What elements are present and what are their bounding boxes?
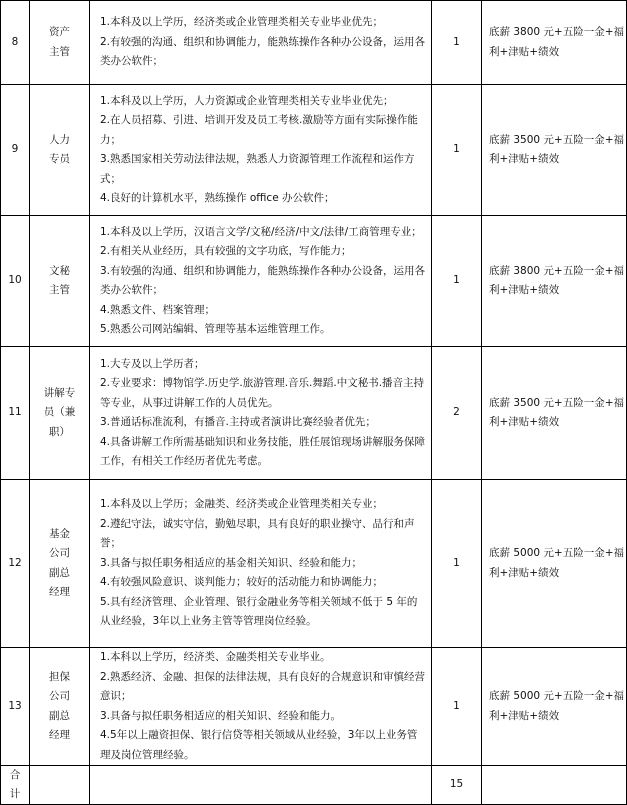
salary-cell: 底薪 5000 元+五险一金+福利+津贴+绩效	[482, 480, 627, 648]
requirement-item: 1.本科及以上学历，汉语言文学/文秘/经济/中文/法律/工商管理专业；	[100, 225, 422, 238]
total-headcount: 15	[432, 766, 482, 805]
row-number: 11	[1, 347, 30, 480]
total-row	[1, 766, 627, 805]
requirement-item: 3.普通话标准流利，有播音.主持或者演讲比赛经验者优先；	[100, 416, 376, 428]
total-label-cell	[1, 766, 30, 805]
headcount-cell: 1	[432, 1, 482, 85]
requirement-item: 4.有较强风险意识、谈判能力；较好的活动能力和协调能力；	[100, 576, 384, 589]
requirement-item: 1.本科以上学历，经济类、金融类相关专业毕业。	[100, 651, 331, 663]
row-number: 10	[1, 216, 30, 347]
salary-cell: 底薪 3500 元+五险一金+福利+津贴+绩效	[482, 347, 627, 480]
salary-cell: 底薪 3500 元+五险一金+福利+津贴+绩效	[482, 85, 627, 216]
headcount-cell: 1	[432, 216, 482, 347]
position-line: 担保	[49, 670, 70, 683]
table-row	[1, 480, 627, 648]
position-line: 主管	[49, 284, 70, 296]
position-cell	[30, 347, 90, 480]
requirement-item: 2.有较强的沟通、组织和协调能力，能熟练操作各种办公设备，运用各类办公软件；	[100, 35, 426, 68]
position-cell	[30, 216, 90, 347]
row-number: 8	[1, 1, 30, 85]
requirement-item: 1.大专及以上学历者；	[100, 357, 205, 370]
requirement-item: 5.具有经济管理、企业管理、银行金融业务等相关领域不低于 5 年的从业经验，3年以上业务主管等管理岗位经验。	[100, 595, 418, 628]
position-line: 主管	[49, 45, 70, 58]
position-line: 专员	[49, 153, 70, 165]
table-row	[1, 216, 627, 347]
position-line: 讲解专	[43, 386, 76, 399]
salary-cell: 底薪 3800 元+五险一金+福利+津贴+绩效	[482, 216, 627, 347]
headcount-cell: 1	[432, 480, 482, 648]
empty-cell	[90, 766, 432, 805]
requirement-item: 1.本科及以上学历；金融类、经济类或企业管理类相关专业；	[100, 498, 384, 511]
position-cell	[30, 85, 90, 216]
requirement-item: 3.具备与拟任职务相适应的基金相关知识、经验和能力；	[100, 556, 363, 569]
requirement-item: 2.专业要求：博物馆学.历史学.旅游管理.音乐.舞蹈.中文秘书.播音主持等专业，从事过讲解工作的人员优先。	[100, 377, 425, 409]
position-line: 资产	[49, 26, 70, 38]
position-line: 基金	[49, 527, 70, 540]
table-row	[1, 1, 627, 85]
requirements-cell	[90, 216, 432, 347]
requirement-item: 4.熟悉文件、档案管理；	[100, 303, 216, 316]
position-cell	[30, 1, 90, 85]
position-line: 公司	[49, 690, 70, 702]
requirements-cell	[90, 85, 432, 216]
salary-cell: 底薪 5000 元+五险一金+福利+津贴+绩效	[482, 648, 627, 766]
requirement-item: 5.熟悉公司网站编辑、管理等基本运维管理工作。	[100, 323, 331, 335]
position-line: 公司	[49, 547, 70, 559]
salary-cell: 底薪 3800 元+五险一金+福利+津贴+绩效	[482, 1, 627, 85]
requirement-item: 4.具备讲解工作所需基础知识和业务技能，胜任展馆现场讲解服务保障工作，有相关工作经历者优先考虑。	[100, 435, 426, 467]
requirement-item: 3.熟悉国家相关劳动法律法规，熟悉人力资源管理工作流程和运作方式；	[100, 153, 415, 185]
position-cell	[30, 480, 90, 648]
total-label-line: 合	[9, 769, 21, 781]
row-number: 13	[1, 648, 30, 766]
position-line: 经理	[49, 586, 70, 598]
position-line: 职）	[49, 425, 70, 438]
table-row	[1, 347, 627, 480]
total-label-line: 计	[9, 788, 21, 800]
row-number: 9	[1, 85, 30, 216]
position-line: 文秘	[49, 264, 70, 277]
position-line: 副总	[49, 709, 70, 722]
requirement-item: 4.5年以上融资担保、银行信贷等相关领域从业经验，3年以上业务管理及岗位管理经验。	[100, 729, 418, 761]
requirement-item: 4.良好的计算机水平，熟练操作 office 办公软件；	[100, 192, 335, 204]
position-line: 经理	[49, 729, 70, 741]
requirement-item: 2.有相关从业经历，具有较强的文字功底，写作能力；	[100, 245, 352, 257]
requirements-cell	[90, 347, 432, 480]
requirement-item: 2.熟悉经济、金融、担保的法律法规，具有良好的合规意识和审慎经营意识；	[100, 670, 426, 702]
requirement-item: 1.本科及以上学历，经济类或企业管理类相关专业毕业优先；	[100, 16, 384, 29]
position-cell	[30, 648, 90, 766]
requirement-item: 3.有较强的沟通、组织和协调能力，能熟练操作各种办公设备，运用各类办公软件；	[100, 264, 426, 296]
table-body	[1, 1, 627, 805]
requirement-item: 3.具备与拟任职务相适应的相关知识、经验和能力。	[100, 709, 342, 722]
table-row	[1, 85, 627, 216]
table-row	[1, 648, 627, 766]
position-line: 副总	[49, 566, 70, 579]
headcount-cell: 2	[432, 347, 482, 480]
headcount-cell: 1	[432, 85, 482, 216]
empty-cell	[30, 766, 90, 805]
requirement-item: 2.遵纪守法，诚实守信，勤勉尽职，具有良好的职业操守、品行和声誉；	[100, 517, 415, 550]
empty-cell	[482, 766, 627, 805]
row-number: 12	[1, 480, 30, 648]
requirement-item: 1.本科及以上学历，人力资源或企业管理类相关专业毕业优先；	[100, 94, 394, 107]
requirements-cell	[90, 1, 432, 85]
requirements-cell	[90, 480, 432, 648]
requirement-item: 2.在人员招募、引进、培训开发及员工考核.激励等方面有实际操作能力；	[100, 114, 418, 146]
position-line: 人力	[49, 133, 70, 146]
headcount-cell: 1	[432, 648, 482, 766]
requirements-cell	[90, 648, 432, 766]
position-line: 员（兼	[43, 406, 76, 419]
